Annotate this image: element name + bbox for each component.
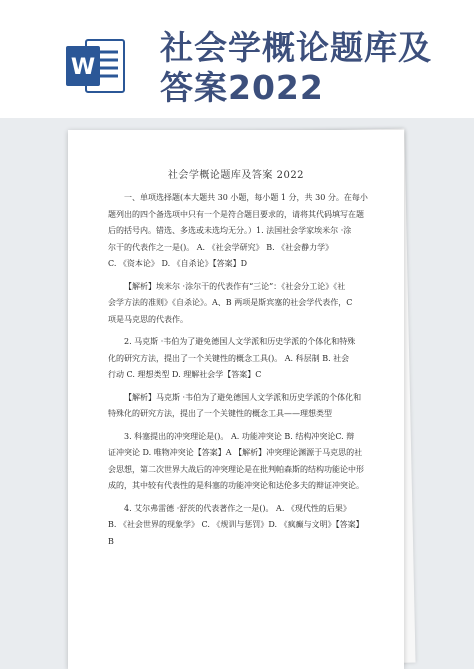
paragraph-line: 成的，其中较有代表性的是科塞的功能冲突论和达伦多夫的辩证冲突论。 xyxy=(108,481,364,490)
paragraph-line: 2. 马克斯 ·韦伯为了避免德国人文学派和历史学派的个体化和特殊 xyxy=(124,337,356,346)
paragraph-line: B xyxy=(108,536,114,546)
paragraph-line: 特殊化的研究方法，提出了一个关键性的概念工具——理想类型 xyxy=(108,409,332,418)
document-paragraph xyxy=(108,279,364,329)
paragraph-line: 一、单项选择题(本大题共 30 小题，每小题 1 分，共 30 分。在每小 xyxy=(124,193,368,202)
paragraph-line: B. 《社会世界的现象学》 C. 《规训与惩罚》D. 《疯癫与文明》【答案】 xyxy=(108,520,364,529)
word-logo-letter: W xyxy=(70,55,96,80)
paragraph-line: 行动 C. 理想类型 D. 理解社会学【答案】C xyxy=(108,370,262,379)
document-body xyxy=(108,190,368,556)
header-banner xyxy=(0,0,474,120)
paragraph-line: 会学方法的准则》《自杀论》。A、B 两项是斯宾塞的社会学代表作，C xyxy=(108,298,353,307)
banner-title: 社会学概论题库及答案2022 xyxy=(160,28,432,107)
paragraph-line: 【解析】埃米尔 ·涂尔干的代表作有“三论”：《社会分工论》《社 xyxy=(124,281,346,291)
paragraph-line: 后的括号内。错选、多选或未选均无分。）1. 法国社会学家埃米尔 ·涂 xyxy=(108,226,352,235)
paragraph-line: 项是马克思的代表作。 xyxy=(108,314,188,324)
document-paragraph xyxy=(108,334,364,384)
document-paragraph xyxy=(108,429,364,495)
paragraph-line: 化的研究方法，提出了一个关键性的概念工具()。 A. 科层制 B. 社会 xyxy=(108,353,350,363)
paragraph-line: 证冲突论 D. 唯物冲突论【答案】A 【解析】冲突理论渊源于马克思的社 xyxy=(108,448,363,457)
paragraph-line: 会思想，第二次世界大战后的冲突理论是在批判帕森斯的结构功能论中形 xyxy=(108,464,364,474)
paragraph-line: 4. 艾尔弗雷德 ·舒茨的代表著作之一是()。 A. 《现代性的后果》 xyxy=(124,503,351,513)
document-page xyxy=(68,130,404,669)
paragraph-line: C. 《资本论》 D. 《自杀论》【答案】D xyxy=(108,259,248,268)
word-document-icon xyxy=(64,34,128,98)
paragraph-line: 题列出的四个备选项中只有一个是符合题目要求的，请将其代码填写在题 xyxy=(108,209,364,219)
paragraph-line: 3. 科塞提出的冲突理论是()。 A. 功能冲突论 B. 结构冲突论C. 辩 xyxy=(124,431,355,441)
document-title: 社会学概论题库及答案 2022 xyxy=(167,170,305,181)
document-paragraph xyxy=(108,190,368,273)
document-paragraph xyxy=(108,390,364,423)
paragraph-line: 尔干的代表作之一是()。 A. 《社会学研究》 B. 《社会静力学》 xyxy=(108,242,334,252)
document-paragraph xyxy=(108,501,364,551)
paragraph-line: 【解析】马克斯 ·韦伯为了避免德国人文学派和历史学派的个体化和 xyxy=(124,392,362,402)
